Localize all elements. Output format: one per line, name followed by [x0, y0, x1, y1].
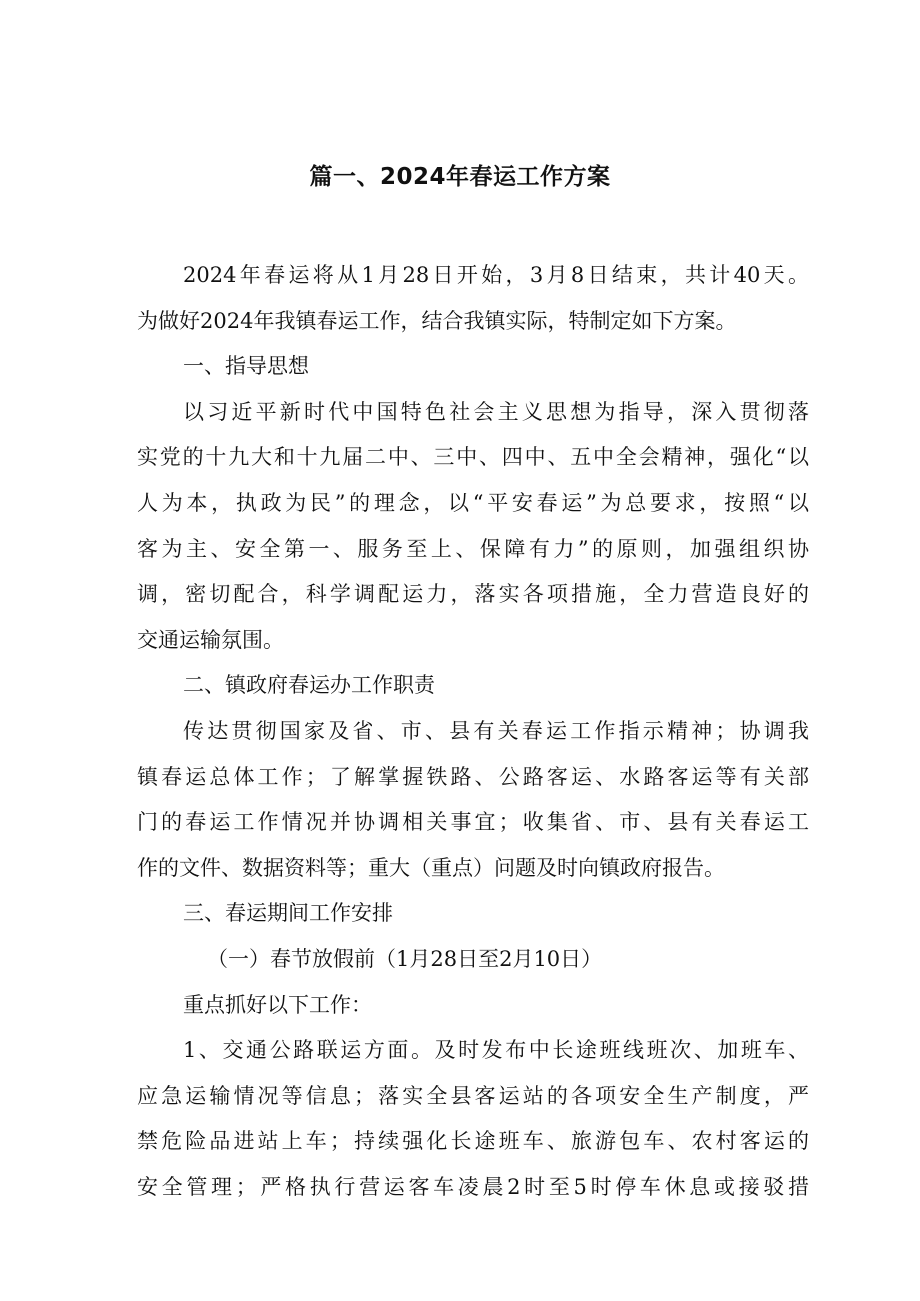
- section-heading: 二、镇政府春运办工作职责: [183, 673, 435, 698]
- section-heading: 三、春运期间工作安排: [183, 901, 393, 926]
- text-line: （一）春节放假前（1月28日至2月10日）: [207, 946, 603, 971]
- text-line: 客为主、安全第一、服务至上、保障有力”的原则，加强组织协: [137, 536, 809, 561]
- text-line: 门的春运工作情况并协调相关事宜；收集省、市、县有关春运工: [137, 810, 809, 835]
- text-line: 为做好2024年我镇春运工作，结合我镇实际，特制定如下方案。: [137, 308, 737, 333]
- text-line: 镇春运总体工作；了解掌握铁路、公路客运、水路客运等有关部: [137, 764, 809, 789]
- text-line: 交通运输氛围。: [137, 627, 284, 652]
- text-line: 以习近平新时代中国特色社会主义思想为指导，深入贯彻落: [183, 399, 809, 424]
- text-line: 传达贯彻国家及省、市、县有关春运工作指示精神；协调我: [183, 718, 809, 743]
- text-line: 作的文件、数据资料等；重大（重点）问题及时向镇政府报告。: [137, 855, 725, 880]
- text-line: 人为本，执政为民”的理念，以“平安春运”为总要求，按照“以: [137, 490, 809, 515]
- section-heading: 一、指导思想: [183, 354, 309, 379]
- document-title: 篇一、2024年春运工作方案: [309, 164, 611, 190]
- text-line: 实党的十九大和十九届二中、三中、四中、五中全会精神，强化“以: [137, 445, 809, 470]
- text-line: 2024年春运将从1月28日开始，3月8日结束，共计40天。: [183, 263, 809, 287]
- text-line: 调，密切配合，科学调配运力，落实各项措施，全力营造良好的: [137, 582, 809, 607]
- text-line: 重点抓好以下工作：: [183, 992, 372, 1017]
- text-line: 禁危险品进站上车；持续强化长途班车、旅游包车、农村客运的: [137, 1129, 809, 1154]
- text-line: 应急运输情况等信息；落实全县客运站的各项安全生产制度，严: [137, 1083, 809, 1108]
- text-line: 1、交通公路联运方面。及时发布中长途班线班次、加班车、: [183, 1038, 809, 1063]
- text-line: 安全管理；严格执行营运客车凌晨2时至5时停车休息或接驳措: [137, 1174, 809, 1199]
- document-body: [137, 253, 809, 1210]
